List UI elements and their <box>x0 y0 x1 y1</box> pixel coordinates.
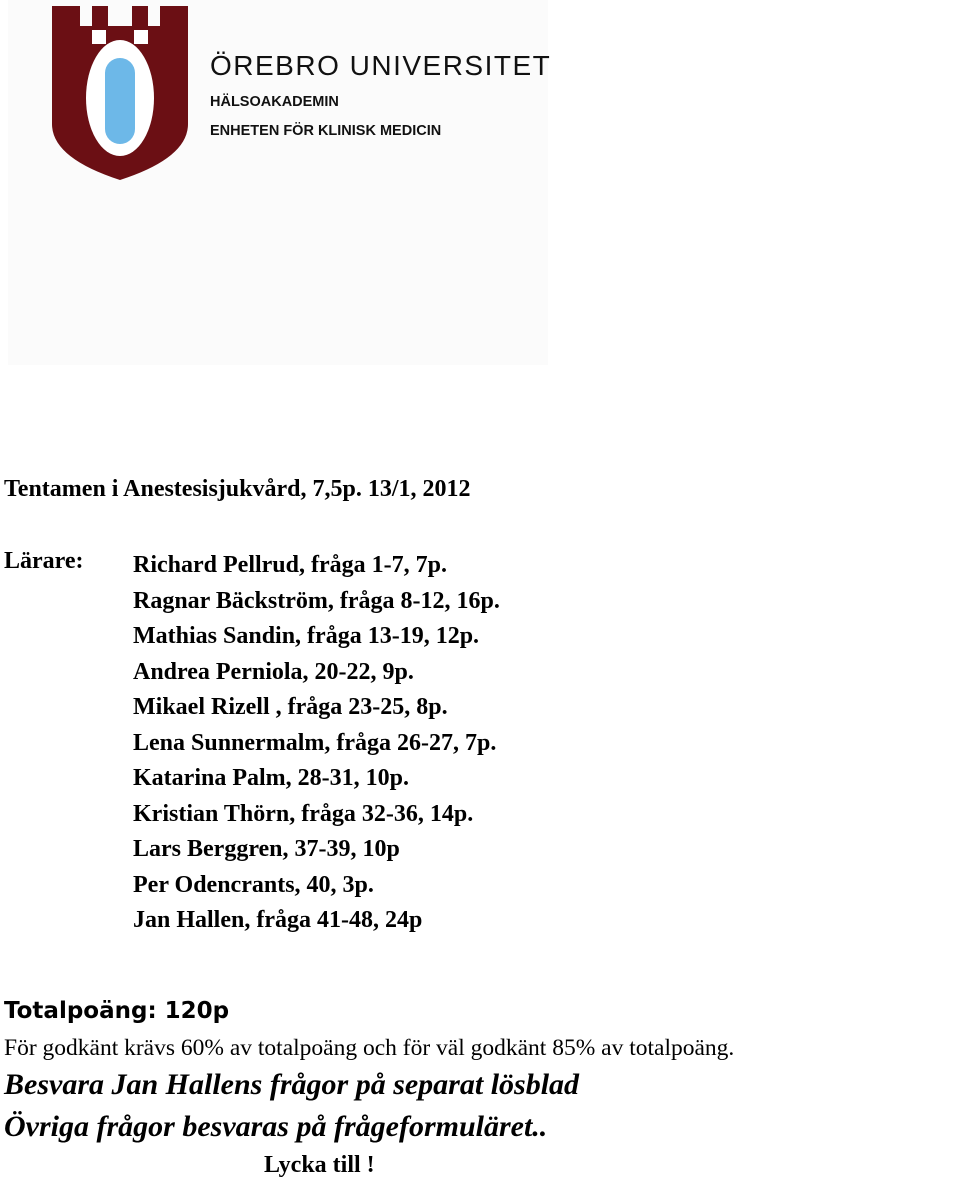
teacher-item: Mikael Rizell , fråga 23-25, 8p. <box>133 694 448 720</box>
teacher-item: Lena Sunnermalm, fråga 26-27, 7p. <box>133 729 497 756</box>
teacher-item: Mathias Sandin, fråga 13-19, 12p. <box>133 623 480 649</box>
closing-good-luck: Lycka till ! <box>264 1152 375 1178</box>
instruction-separate-sheet: Besvara Jan Hallens frågor på separat lösblad <box>4 1068 580 1101</box>
teacher-item: Andrea Perniola, 20-22, 9p. <box>133 658 414 685</box>
teacher-item: Lars Berggren, 37-39, 10p <box>133 836 400 862</box>
total-points: Totalpoäng: 120p <box>4 998 230 1024</box>
grading-requirement: För godkänt krävs 60% av totalpoäng och för väl godkänt 85% av totalpoäng. <box>4 1035 735 1061</box>
shield-dot-right <box>134 30 148 44</box>
university-shield-logo <box>52 6 188 180</box>
teacher-item: Ragnar Bäckström, fråga 8-12, 16p. <box>133 587 500 614</box>
teacher-item: Katarina Palm, 28-31, 10p. <box>133 765 409 791</box>
shield-dot-left <box>92 30 106 44</box>
teacher-item: Per Odencrants, 40, 3p. <box>133 871 374 898</box>
academy-name: HÄLSOAKADEMIN <box>210 94 339 110</box>
shield-letter-o-inner <box>105 58 135 144</box>
teacher-list <box>133 548 500 939</box>
teacher-item: Richard Pellrud, fråga 1-7, 7p. <box>133 552 447 578</box>
teachers-label: Lärare: <box>4 548 84 574</box>
unit-name: ENHETEN FÖR KLINISK MEDICIN <box>210 123 442 139</box>
teacher-item: Jan Hallen, fråga 41-48, 24p <box>133 907 423 933</box>
teacher-item: Kristian Thörn, fråga 32-36, 14p. <box>133 800 474 827</box>
exam-title: Tentamen i Anestesisjukvård, 7,5p. 13/1, 2012 <box>4 476 471 502</box>
instruction-question-form: Övriga frågor besvaras på frågeformuläret.. <box>4 1110 548 1143</box>
university-name: ÖREBRO UNIVERSITET <box>210 50 552 81</box>
